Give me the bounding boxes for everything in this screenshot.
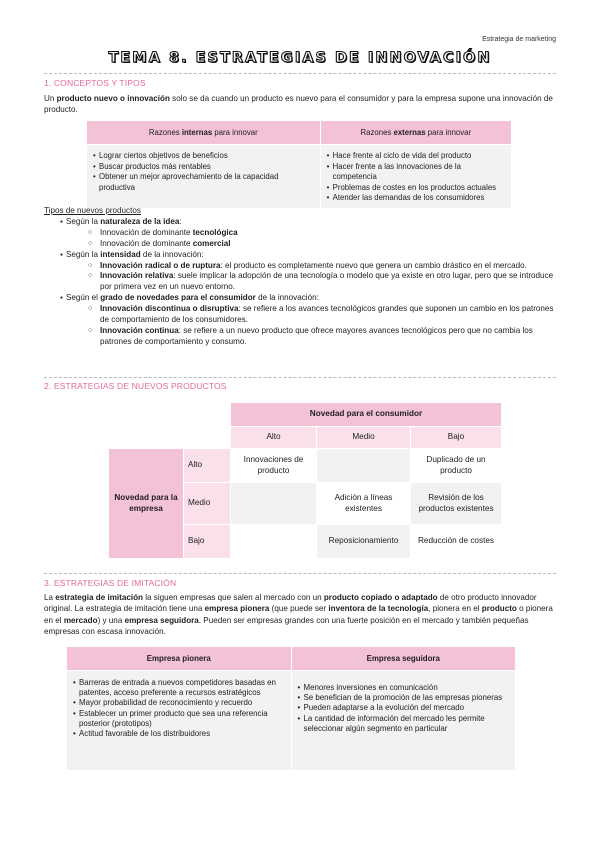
row-header: Medio xyxy=(184,483,231,525)
column-header: Alto xyxy=(231,427,317,449)
matrix-cell xyxy=(231,525,317,559)
matrix-cell: Revisión de los productos existentes xyxy=(411,483,502,525)
imitation-paragraph: La estrategia de imitación la siguen empresas que salen al mercado con un producto copiado o adaptado de otro producto innovador original. La estrategia de imitación tiene una empresa pionera (que puede ser inventora de la tecnología, pionera en el producto o pionera en el mercado) y una empresa seguidora. Pueden ser empresas grandes con una fuerte posición en el mercado y también pequeñas empresas con escasa innovación. xyxy=(44,593,553,637)
internal-reasons-header: Razones internas para innovar xyxy=(87,121,321,145)
list-item: • Menores inversiones en comunicación xyxy=(298,683,510,693)
pioneer-header: Empresa pionera xyxy=(67,647,292,671)
external-reasons-header: Razones externas para innovar xyxy=(320,121,511,145)
list-item: ● Según la naturaleza de la idea: xyxy=(44,217,564,228)
list-item: ○ Innovación continua: se refiere a un nuevo producto que ofrece mayores avances tecnológicos pero que no cambia los patrones de comportamiento y consumo. xyxy=(44,326,556,348)
matrix-cell: Reposicionamiento xyxy=(317,525,411,559)
list-item: • Lograr ciertos objetivos de beneficios xyxy=(93,151,314,162)
matrix-cell xyxy=(317,449,411,483)
list-item: • Buscar productos más rentables xyxy=(93,162,314,173)
list-item: ○ Innovación discontinua o disruptiva: se refiere a los avances tecnológicos grandes que suponen un cambio en los patrones de comportamiento de los consumidores. xyxy=(44,304,556,326)
list-item: • Pueden adaptarse a la evolución del mercado xyxy=(298,703,510,713)
list-item: • Establecer un primer producto que sea una referencia posterior (prototipos) xyxy=(73,709,285,729)
list-item: • Hace frente al ciclo de vida del producto xyxy=(327,151,505,162)
matrix-cell: Innovaciones de producto xyxy=(231,449,317,483)
consumer-novelty-header: Novedad para el consumidor xyxy=(231,403,502,427)
types-heading: Tipos de nuevos productos xyxy=(44,206,141,215)
list-item: • Mayor probabilidad de reconocimiento y recuerdo xyxy=(73,698,285,708)
list-item: • Actitud favorable de los distribuidores xyxy=(73,729,285,739)
section-heading-1: 1. CONCEPTOS Y TIPOS xyxy=(44,78,146,88)
divider xyxy=(44,73,556,74)
list-item: ○ Innovación radical o de ruptura: el producto es completamente nuevo que genera un cambio drástico en el mercado. xyxy=(44,261,556,272)
page-title: TEMA 8. ESTRATEGIAS DE INNOVACIÓN xyxy=(108,50,492,66)
list-item: • Hacer frente a las innovaciones de la competencia xyxy=(327,162,505,183)
list-item: • Barreras de entrada a nuevos competidores basadas en patentes, acceso preferente a recursos estratégicos xyxy=(73,678,285,698)
novelty-matrix xyxy=(108,402,502,559)
list-item: • La cantidad de información del mercado les permite seleccionar algún segmento en particular xyxy=(298,714,510,734)
matrix-cell: Adición a líneas existentes xyxy=(317,483,411,525)
list-item: • Problemas de costes en los productos actuales xyxy=(327,183,505,194)
follower-list xyxy=(298,683,510,734)
section-heading-3: 3. ESTRATEGIAS DE IMITACIÓN xyxy=(44,578,177,588)
imitation-table xyxy=(66,646,516,771)
column-header: Bajo xyxy=(411,427,502,449)
list-item: ○ Innovación de dominante comercial xyxy=(44,239,556,250)
matrix-cell: Duplicado de un producto xyxy=(411,449,502,483)
list-item: ● Según el grado de novedades para el consumidor de la innovación: xyxy=(44,293,564,304)
internal-reasons-list xyxy=(93,151,314,193)
external-reasons-list xyxy=(327,151,505,204)
list-item: ● Según la intensidad de la innovación: xyxy=(44,250,564,261)
reasons-table xyxy=(86,120,512,209)
divider xyxy=(44,377,556,378)
list-item: • Obtener un mejor aprovechamiento de la capacidad productiva xyxy=(93,172,314,193)
intro-paragraph: Un producto nuevo o innovación solo se da cuando un producto es nuevo para el consumidor y para la empresa supone una innovación de producto. xyxy=(44,94,553,115)
column-header: Medio xyxy=(317,427,411,449)
company-novelty-header: Novedad para la empresa xyxy=(109,449,184,559)
follower-header: Empresa seguidora xyxy=(291,647,516,671)
divider xyxy=(44,573,556,574)
list-item: • Atender las demandas de los consumidores xyxy=(327,193,505,204)
pioneer-list xyxy=(73,678,285,739)
row-header: Alto xyxy=(184,449,231,483)
product-types xyxy=(44,206,564,348)
list-item: ○ Innovación de dominante tecnológica xyxy=(44,228,556,239)
list-item: • Se benefician de la promoción de las empresas pioneras xyxy=(298,693,510,703)
section-heading-2: 2. ESTRATEGIAS DE NUEVOS PRODUCTOS xyxy=(44,381,227,391)
matrix-cell xyxy=(231,483,317,525)
list-item: ○ Innovación relativa: suele implicar la adopción de una tecnología o modelo que ya existe en otro lugar, pero que se introduce por primera vez en un nuevo entorno. xyxy=(44,271,556,293)
matrix-cell: Reducción de costes xyxy=(411,525,502,559)
document-label: Estrategia de marketing xyxy=(482,36,556,43)
row-header: Bajo xyxy=(184,525,231,559)
